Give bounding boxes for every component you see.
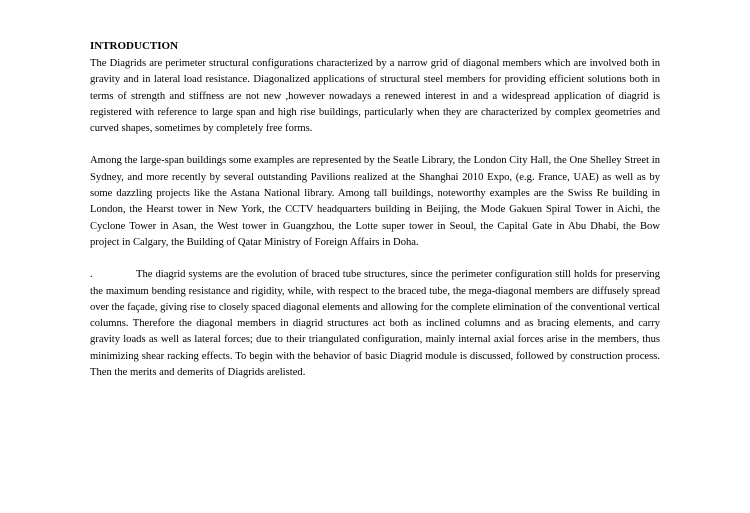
paragraph-diagrid-definition: The Diagrids are perimeter structural configurations characterized by a narrow grid of diagonal members which are involved both in gravity and in lateral load resistance. Diagonalized applications of structural steel members for providing efficient solutions both in terms of strength and stiffness are not new ,however nowadays a renewed interest in and a widespread application of diagrid is registered with reference to large span and high rise buildings, particularly when they are characterized by complex geometries and curved shapes, sometimes by completely free forms.: [90, 58, 660, 135]
paragraph-examples: Among the large-span buildings some examples are represented by the Seatle Library, the London City Hall, the One Shelley Street in Sydney, and more recently by several outstanding Pavilions realized at the Shanghai 2010 Expo, (e.g. France, UAE) as well as by some dazzling projects like the Astana National library. Among tall buildings, noteworthy examples are the Swiss Re building in London, the Hearst tower in New York, the CCTV headquarters building in Beijing, the Mode Gakuen Spiral Tower in Aichi, the Cyclone Tower in Asan, the West tower in Guangzhou, the Lotte super tower in Seoul, the Capital Gate in Abu Dhabi, the Bow project in Calgary, the Building of Qatar Ministry of Foreign Affairs in Doha.: [90, 155, 660, 248]
section-heading: INTRODUCTION: [90, 40, 179, 52]
paragraph-evolution-text: The diagrid systems are the evolution of braced tube structures, since the perimeter configuration still holds for preserving the maximum bending resistance and rigidity, while, with respect to the braced tube, the mega-diagonal members are diffusely spread over the façade, giving rise to closely spaced diagonal elements and allowing for the complete elimination of the conventional vertical columns. Therefore the diagonal members in diagrid structures act both as inclined columns and as bracing elements, and carry gravity loads as well as lateral forces; due to their triangulated configuration, mainly internal axial forces arise in the members, thus minimizing shear racking effects. To begin with the behavior of basic Diagrid module is discussed, followed by construction process. Then the merits and demerits of Diagrids arelisted.: [90, 269, 660, 379]
paragraph-evolution: [90, 267, 660, 381]
document-page: [90, 38, 660, 381]
paragraph-lead-mark: .: [90, 269, 93, 281]
